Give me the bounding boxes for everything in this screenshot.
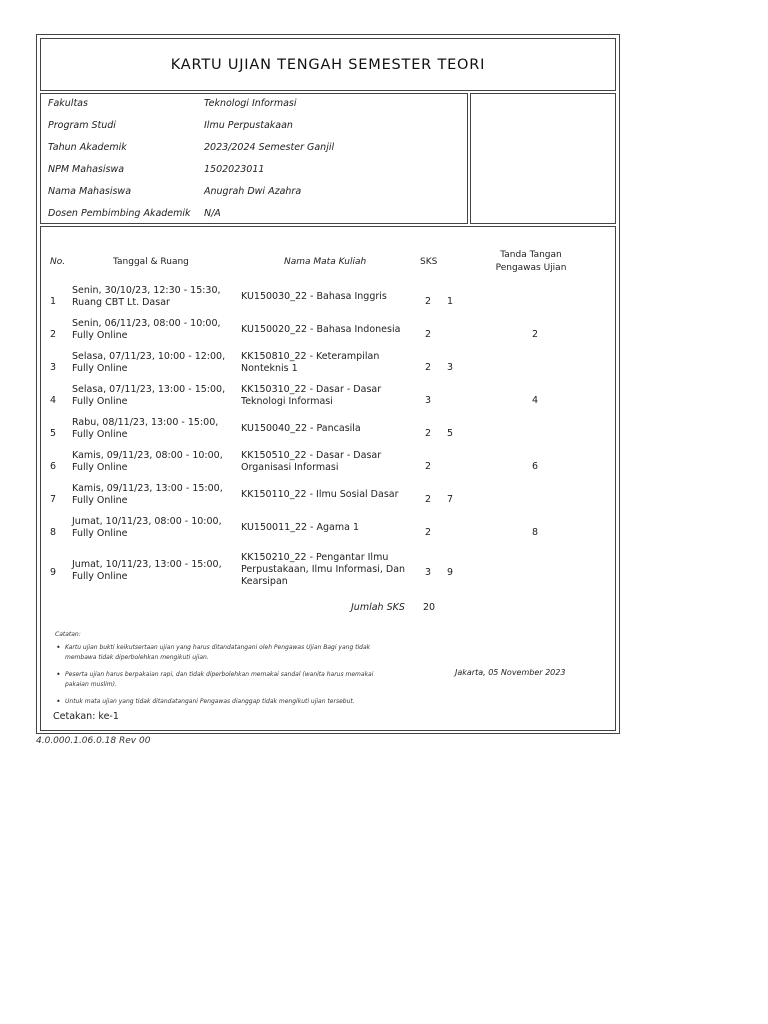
row-no: 5 — [50, 428, 57, 439]
row-date-room: Rabu, 08/11/23, 13:00 - 15:00, Fully Online — [72, 417, 219, 440]
table-row — [41, 552, 617, 594]
row-no: 9 — [50, 567, 57, 578]
row-no: 8 — [50, 527, 57, 538]
notes-title: Catatan: — [55, 631, 81, 638]
row-course: KU150020_22 - Bahasa Indonesia — [241, 324, 401, 335]
table-row — [41, 417, 617, 450]
row-sks: 2 — [425, 329, 432, 340]
table-row — [41, 318, 617, 351]
header-sign-line2: Pengawas Ujian — [495, 263, 567, 273]
row-course: KK150110_22 - Ilmu Sosial Dasar — [241, 489, 399, 500]
row-date-room: Kamis, 09/11/23, 08:00 - 10:00, Fully Online — [72, 450, 223, 473]
header-date-room: Tanggal & Ruang — [113, 257, 189, 267]
exam-card — [36, 34, 620, 734]
header-course: Nama Mata Kuliah — [284, 257, 367, 267]
row-sign-right: 8 — [531, 527, 539, 538]
row-sign-left: 7 — [447, 494, 454, 505]
row-course: KK150810_22 - Keterampilan Nonteknis 1 — [241, 351, 380, 374]
row-sign-left: 5 — [447, 428, 454, 439]
row-sks: 2 — [425, 494, 432, 505]
info-label: Program Studi — [48, 120, 116, 131]
row-sign-left: 3 — [447, 362, 454, 373]
table-row — [41, 384, 617, 417]
notes-list — [55, 643, 390, 714]
row-sks: 3 — [425, 395, 432, 406]
exam-schedule — [40, 226, 616, 731]
row-sks: 2 — [425, 428, 432, 439]
table-row — [41, 516, 617, 549]
total-sks-label: Jumlah SKS — [351, 602, 405, 613]
row-sks: 2 — [425, 461, 432, 472]
row-no: 1 — [50, 296, 57, 307]
row-course: KU150011_22 - Agama 1 — [241, 522, 359, 533]
table-row — [41, 450, 617, 483]
row-sks: 2 — [425, 296, 432, 307]
info-value: 2023/2024 Semester Ganjil — [204, 142, 335, 153]
header-sign-line1: Tanda Tangan — [500, 250, 562, 260]
page-title: KARTU UJIAN TENGAH SEMESTER TEORI — [170, 57, 486, 73]
row-sign-left: 9 — [447, 567, 454, 578]
table-row — [41, 285, 617, 318]
row-date-room: Senin, 06/11/23, 08:00 - 10:00, Fully Online — [72, 318, 221, 341]
info-label: Fakultas — [48, 98, 88, 109]
info-value: N/A — [204, 208, 221, 219]
location-date: Jakarta, 05 November 2023 — [455, 668, 566, 677]
row-sign-right: 6 — [531, 461, 539, 472]
print-info: Cetakan: ke-1 — [53, 711, 119, 722]
row-sks: 2 — [425, 527, 432, 538]
document-code: 4.0.000.1.06.0.18 Rev 00 — [36, 736, 151, 746]
table-row — [41, 351, 617, 384]
row-course: KK150210_22 - Pengantar Ilmu Perpustakaan, Ilmu Informasi, Dan Kearsipan — [241, 552, 406, 587]
header-sign — [481, 249, 581, 275]
row-sks: 2 — [425, 362, 432, 373]
row-date-room: Jumat, 10/11/23, 08:00 - 10:00, Fully Online — [72, 516, 222, 539]
row-course: KU150040_22 - Pancasila — [241, 423, 361, 434]
photo-placeholder — [470, 93, 616, 224]
info-label: NPM Mahasiswa — [48, 164, 125, 175]
note-item: • Kartu ujian bukti keikutsertaan ujian yang harus ditandatangani oleh Pengawas Ujian Bagi yang tidak membawa tidak diperbolehkan mengikuti ujian. — [55, 643, 390, 663]
info-value: 1502023011 — [204, 164, 265, 175]
row-date-room: Jumat, 10/11/23, 13:00 - 15:00, Fully Online — [72, 559, 222, 582]
row-no: 2 — [50, 329, 57, 340]
row-date-room: Kamis, 09/11/23, 13:00 - 15:00, Fully Online — [72, 483, 223, 506]
total-sks-value: 20 — [423, 602, 436, 613]
header-sks: SKS — [420, 257, 438, 267]
row-course: KU150030_22 - Bahasa Inggris — [241, 291, 387, 302]
info-value: Ilmu Perpustakaan — [204, 120, 293, 131]
header-no: No. — [50, 257, 66, 267]
row-sign-right: 2 — [531, 329, 539, 340]
row-no: 6 — [50, 461, 57, 472]
row-sign-left: 1 — [447, 296, 454, 307]
info-value: Teknologi Informasi — [204, 98, 297, 109]
info-label: Dosen Pembimbing Akademik — [48, 208, 191, 219]
row-date-room: Selasa, 07/11/23, 13:00 - 15:00, Fully Online — [72, 384, 226, 407]
info-label: Tahun Akademik — [48, 142, 127, 153]
info-label: Nama Mahasiswa — [48, 186, 132, 197]
note-item: • Peserta ujian harus berpakaian rapi, dan tidak diperbolehkan memakai sandal (wanita harus memakai pakaian muslim). — [55, 670, 390, 690]
student-info — [40, 93, 468, 224]
row-date-room: Selasa, 07/11/23, 10:00 - 12:00, Fully Online — [72, 351, 226, 374]
row-course: KK150310_22 - Dasar - Dasar Teknologi Informasi — [241, 384, 382, 407]
row-sks: 3 — [425, 567, 432, 578]
row-course: KK150510_22 - Dasar - Dasar Organisasi Informasi — [241, 450, 382, 473]
row-no: 7 — [50, 494, 57, 505]
row-date-room: Senin, 30/10/23, 12:30 - 15:30, Ruang CBT Lt. Dasar — [72, 285, 221, 308]
title-box — [40, 38, 616, 91]
row-no: 4 — [50, 395, 57, 406]
note-item: • Untuk mata ujian yang tidak ditandatangani Pengawas dianggap tidak mengikuti ujian tersebut. — [55, 697, 390, 707]
row-no: 3 — [50, 362, 57, 373]
table-row — [41, 483, 617, 516]
row-sign-right: 4 — [531, 395, 539, 406]
info-value: Anugrah Dwi Azahra — [204, 186, 302, 197]
